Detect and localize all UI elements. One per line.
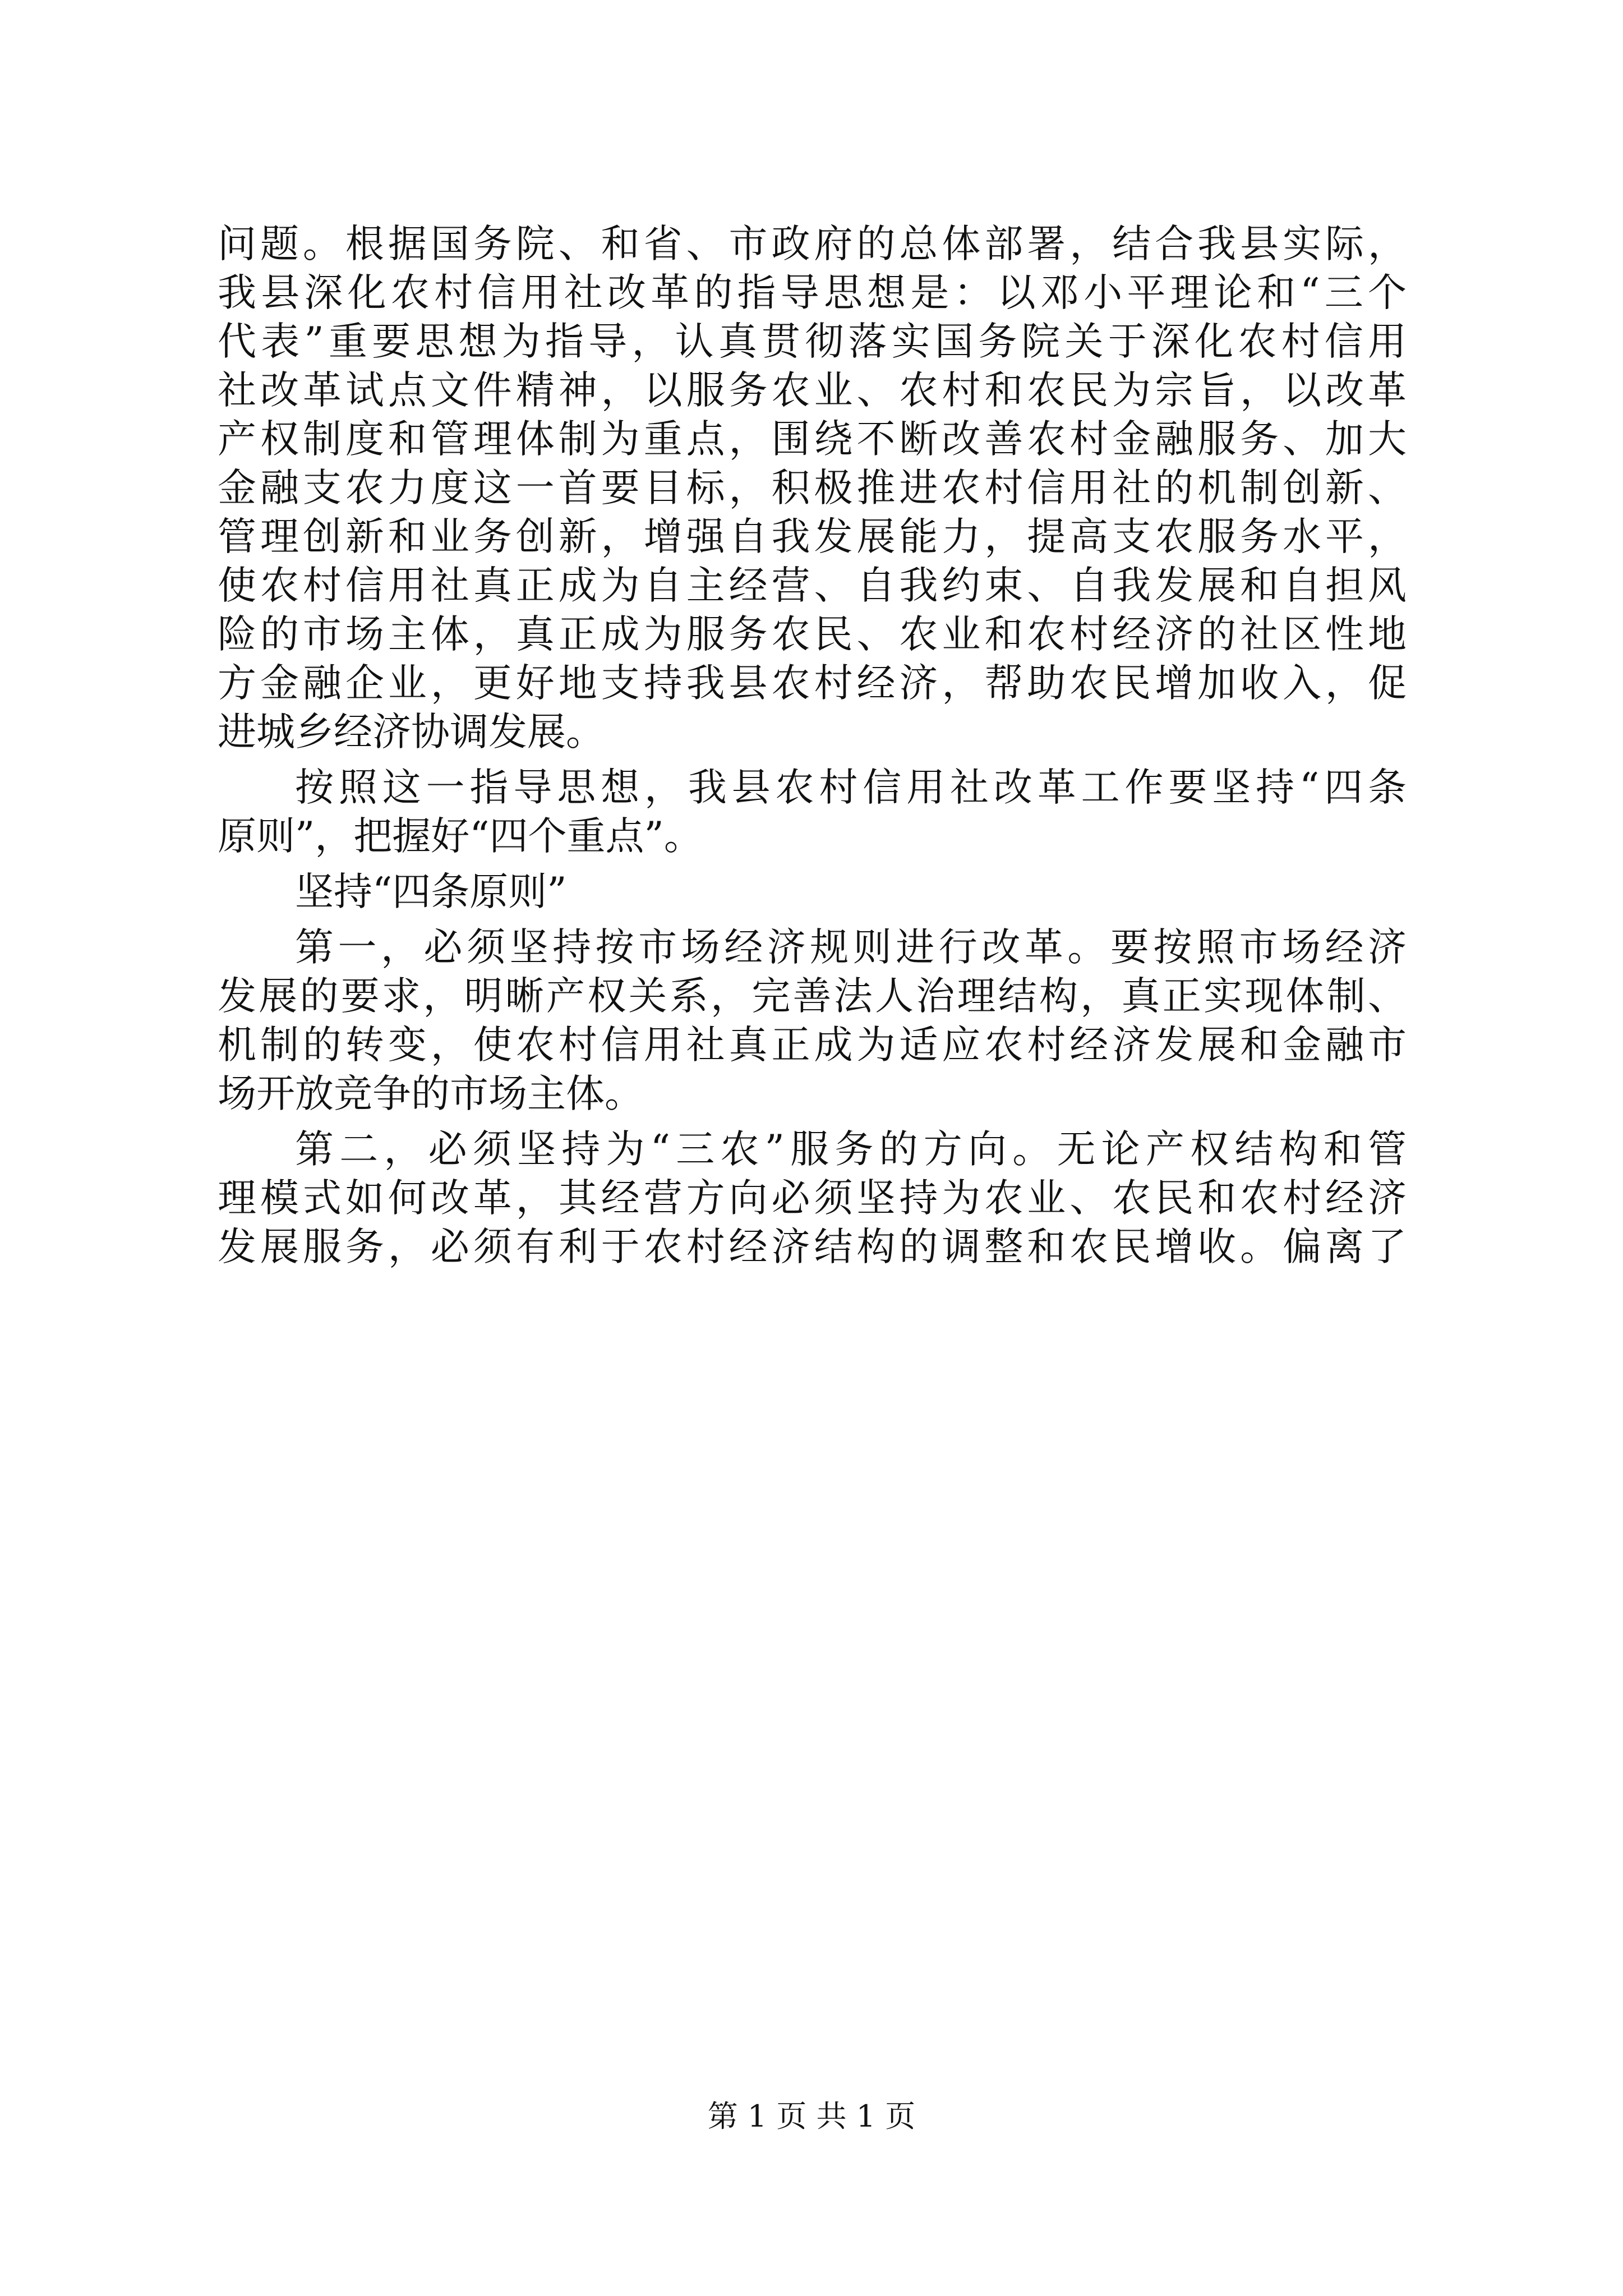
text-line: 第二，必须坚持为“三农”服务的方向。无论产权结构和管 xyxy=(295,1127,1407,1172)
text-line: 金融支农力度这一首要目标，积极推进农村信用社的机制创新、 xyxy=(218,466,1407,510)
text-line: 发展服务，必须有利于农村经济结构的调整和农民增收。偏离了 xyxy=(218,1225,1407,1269)
text-line: 机制的转变，使农村信用社真正成为适应农村经济发展和金融市 xyxy=(218,1023,1407,1068)
text-line: 问题。根据国务院、和省、市政府的总体部署，结合我县实际， xyxy=(218,222,1407,266)
text-line: 社改革试点文件精神，以服务农业、农村和农民为宗旨，以改革 xyxy=(218,368,1407,413)
paragraph-5 xyxy=(218,1125,1407,1272)
text-line: 原则”，把握好“四个重点”。 xyxy=(218,814,703,859)
text-line: 险的市场主体，真正成为服务农民、农业和农村经济的社区性地 xyxy=(218,612,1407,657)
text-line: 产权制度和管理体制为重点，围绕不断改善农村金融服务、加大 xyxy=(218,417,1407,462)
text-line: 方金融企业，更好地支持我县农村经济，帮助农民增加收入，促 xyxy=(218,661,1407,706)
page-footer xyxy=(0,2092,1623,2136)
text-line: 发展的要求，明晰产权关系，完善法人治理结构，真正实现体制、 xyxy=(218,974,1407,1019)
text-line: 我县深化农村信用社改革的指导思想是：以邓小平理论和“三个 xyxy=(218,270,1407,315)
paragraph-2 xyxy=(218,763,1407,861)
text-line: 场开放竞争的市场主体。 xyxy=(218,1071,643,1116)
text-line: 按照这一指导思想，我县农村信用社改革工作要坚持“四条 xyxy=(295,765,1407,810)
paragraph-1 xyxy=(218,220,1407,757)
page-number-label: 第 1 页 共 1 页 xyxy=(707,2099,916,2134)
document-body xyxy=(218,220,1407,1272)
paragraph-4 xyxy=(218,923,1407,1119)
text-line: 管理创新和业务创新，增强自我发展能力，提高支农服务水平， xyxy=(218,514,1407,559)
section-heading xyxy=(218,868,1407,917)
heading-text: 坚持“四条原则” xyxy=(295,869,567,914)
text-line: 代表”重要思想为指导，认真贯彻落实国务院关于深化农村信用 xyxy=(218,319,1407,364)
text-line: 第一，必须坚持按市场经济规则进行改革。要按照市场经济 xyxy=(295,925,1407,970)
text-line: 使农村信用社真正成为自主经营、自我约束、自我发展和自担风 xyxy=(218,563,1407,608)
text-line: 进城乡经济协调发展。 xyxy=(218,710,605,754)
text-line: 理模式如何改革，其经营方向必须坚持为农业、农民和农村经济 xyxy=(218,1176,1407,1221)
